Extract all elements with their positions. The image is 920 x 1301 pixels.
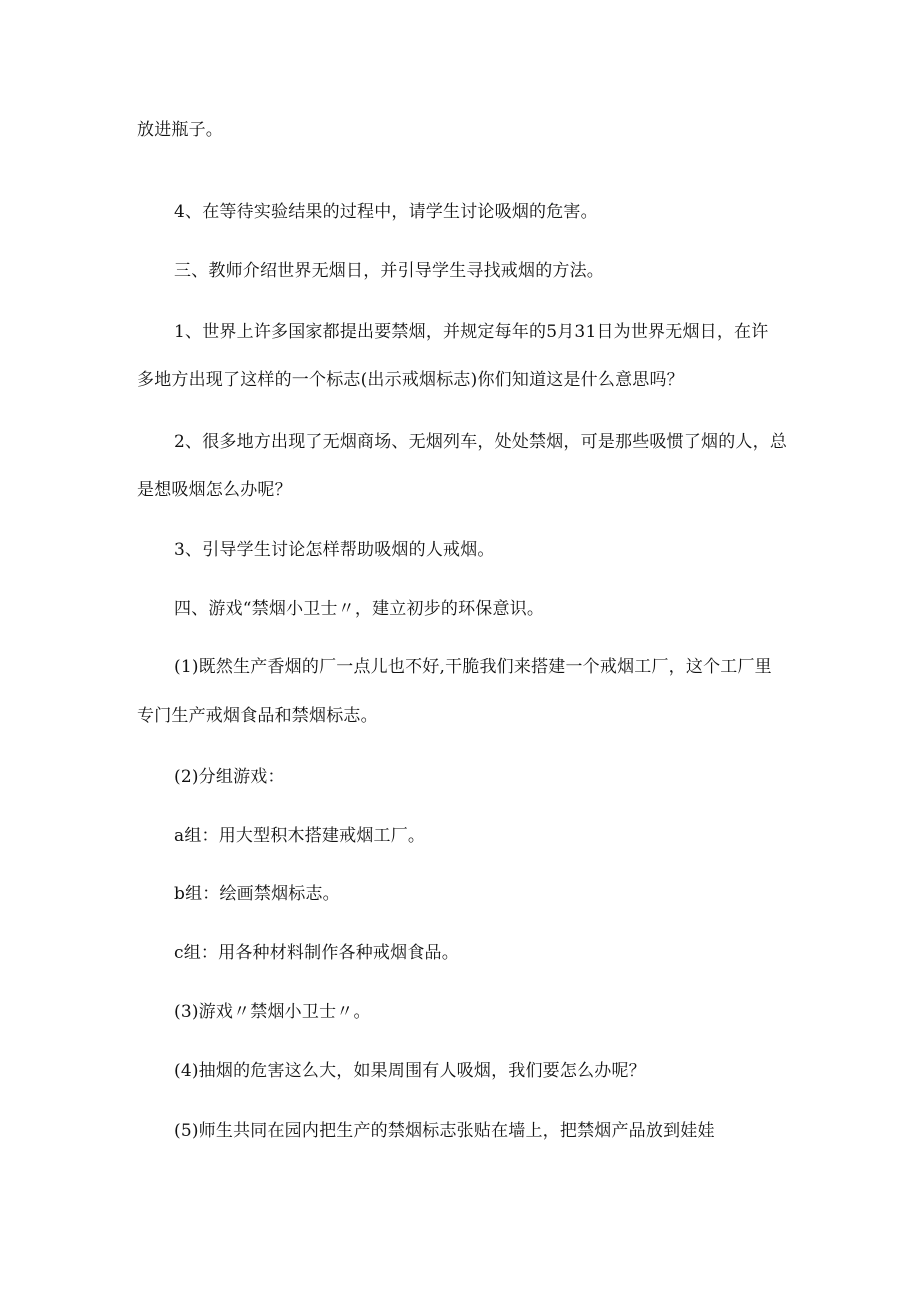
text-line: (2)分组游戏： <box>174 767 285 787</box>
text-line: 4、在等待实验结果的过程中，请学生讨论吸烟的危害。 <box>174 202 598 222</box>
text-line: 1、世界上许多国家都提出要禁烟，并规定每年的5月31日为世界无烟日，在许 <box>174 322 769 342</box>
text-line: (3)游戏〃禁烟小卫士〃。 <box>174 1002 371 1022</box>
text-line: 3、引导学生讨论怎样帮助吸烟的人戒烟。 <box>174 540 495 560</box>
text-line: (5)师生共同在园内把生产的禁烟标志张贴在墙上，把禁烟产品放到娃娃 <box>174 1121 715 1141</box>
text-line: a组：用大型积木搭建戒烟工厂。 <box>174 826 426 846</box>
section-heading: 三、教师介绍世界无烟日，并引导学生寻找戒烟的方法。 <box>174 261 604 281</box>
text-line: 2、很多地方出现了无烟商场、无烟列车，处处禁烟，可是那些吸惯了烟的人，总 <box>174 432 788 452</box>
text-line: 多地方出现了这样的一个标志(出示戒烟标志)你们知道这是什么意思吗？ <box>137 370 684 390</box>
text-line: b组：绘画禁烟标志。 <box>174 884 340 904</box>
text-line: 专门生产戒烟食品和禁烟标志。 <box>137 706 378 726</box>
text-line: 放进瓶子。 <box>137 120 223 140</box>
text-line: (1)既然生产香烟的厂一点儿也不好,干脆我们来搭建一个戒烟工厂，这个工厂里 <box>174 657 772 677</box>
text-line: 是想吸烟怎么办呢？ <box>137 480 292 500</box>
text-line: c组：用各种材料制作各种戒烟食品。 <box>174 943 459 963</box>
section-heading: 四、游戏“禁烟小卫士〃，建立初步的环保意识。 <box>174 599 545 619</box>
text-line: (4)抽烟的危害这么大，如果周围有人吸烟，我们要怎么办呢？ <box>174 1061 646 1081</box>
